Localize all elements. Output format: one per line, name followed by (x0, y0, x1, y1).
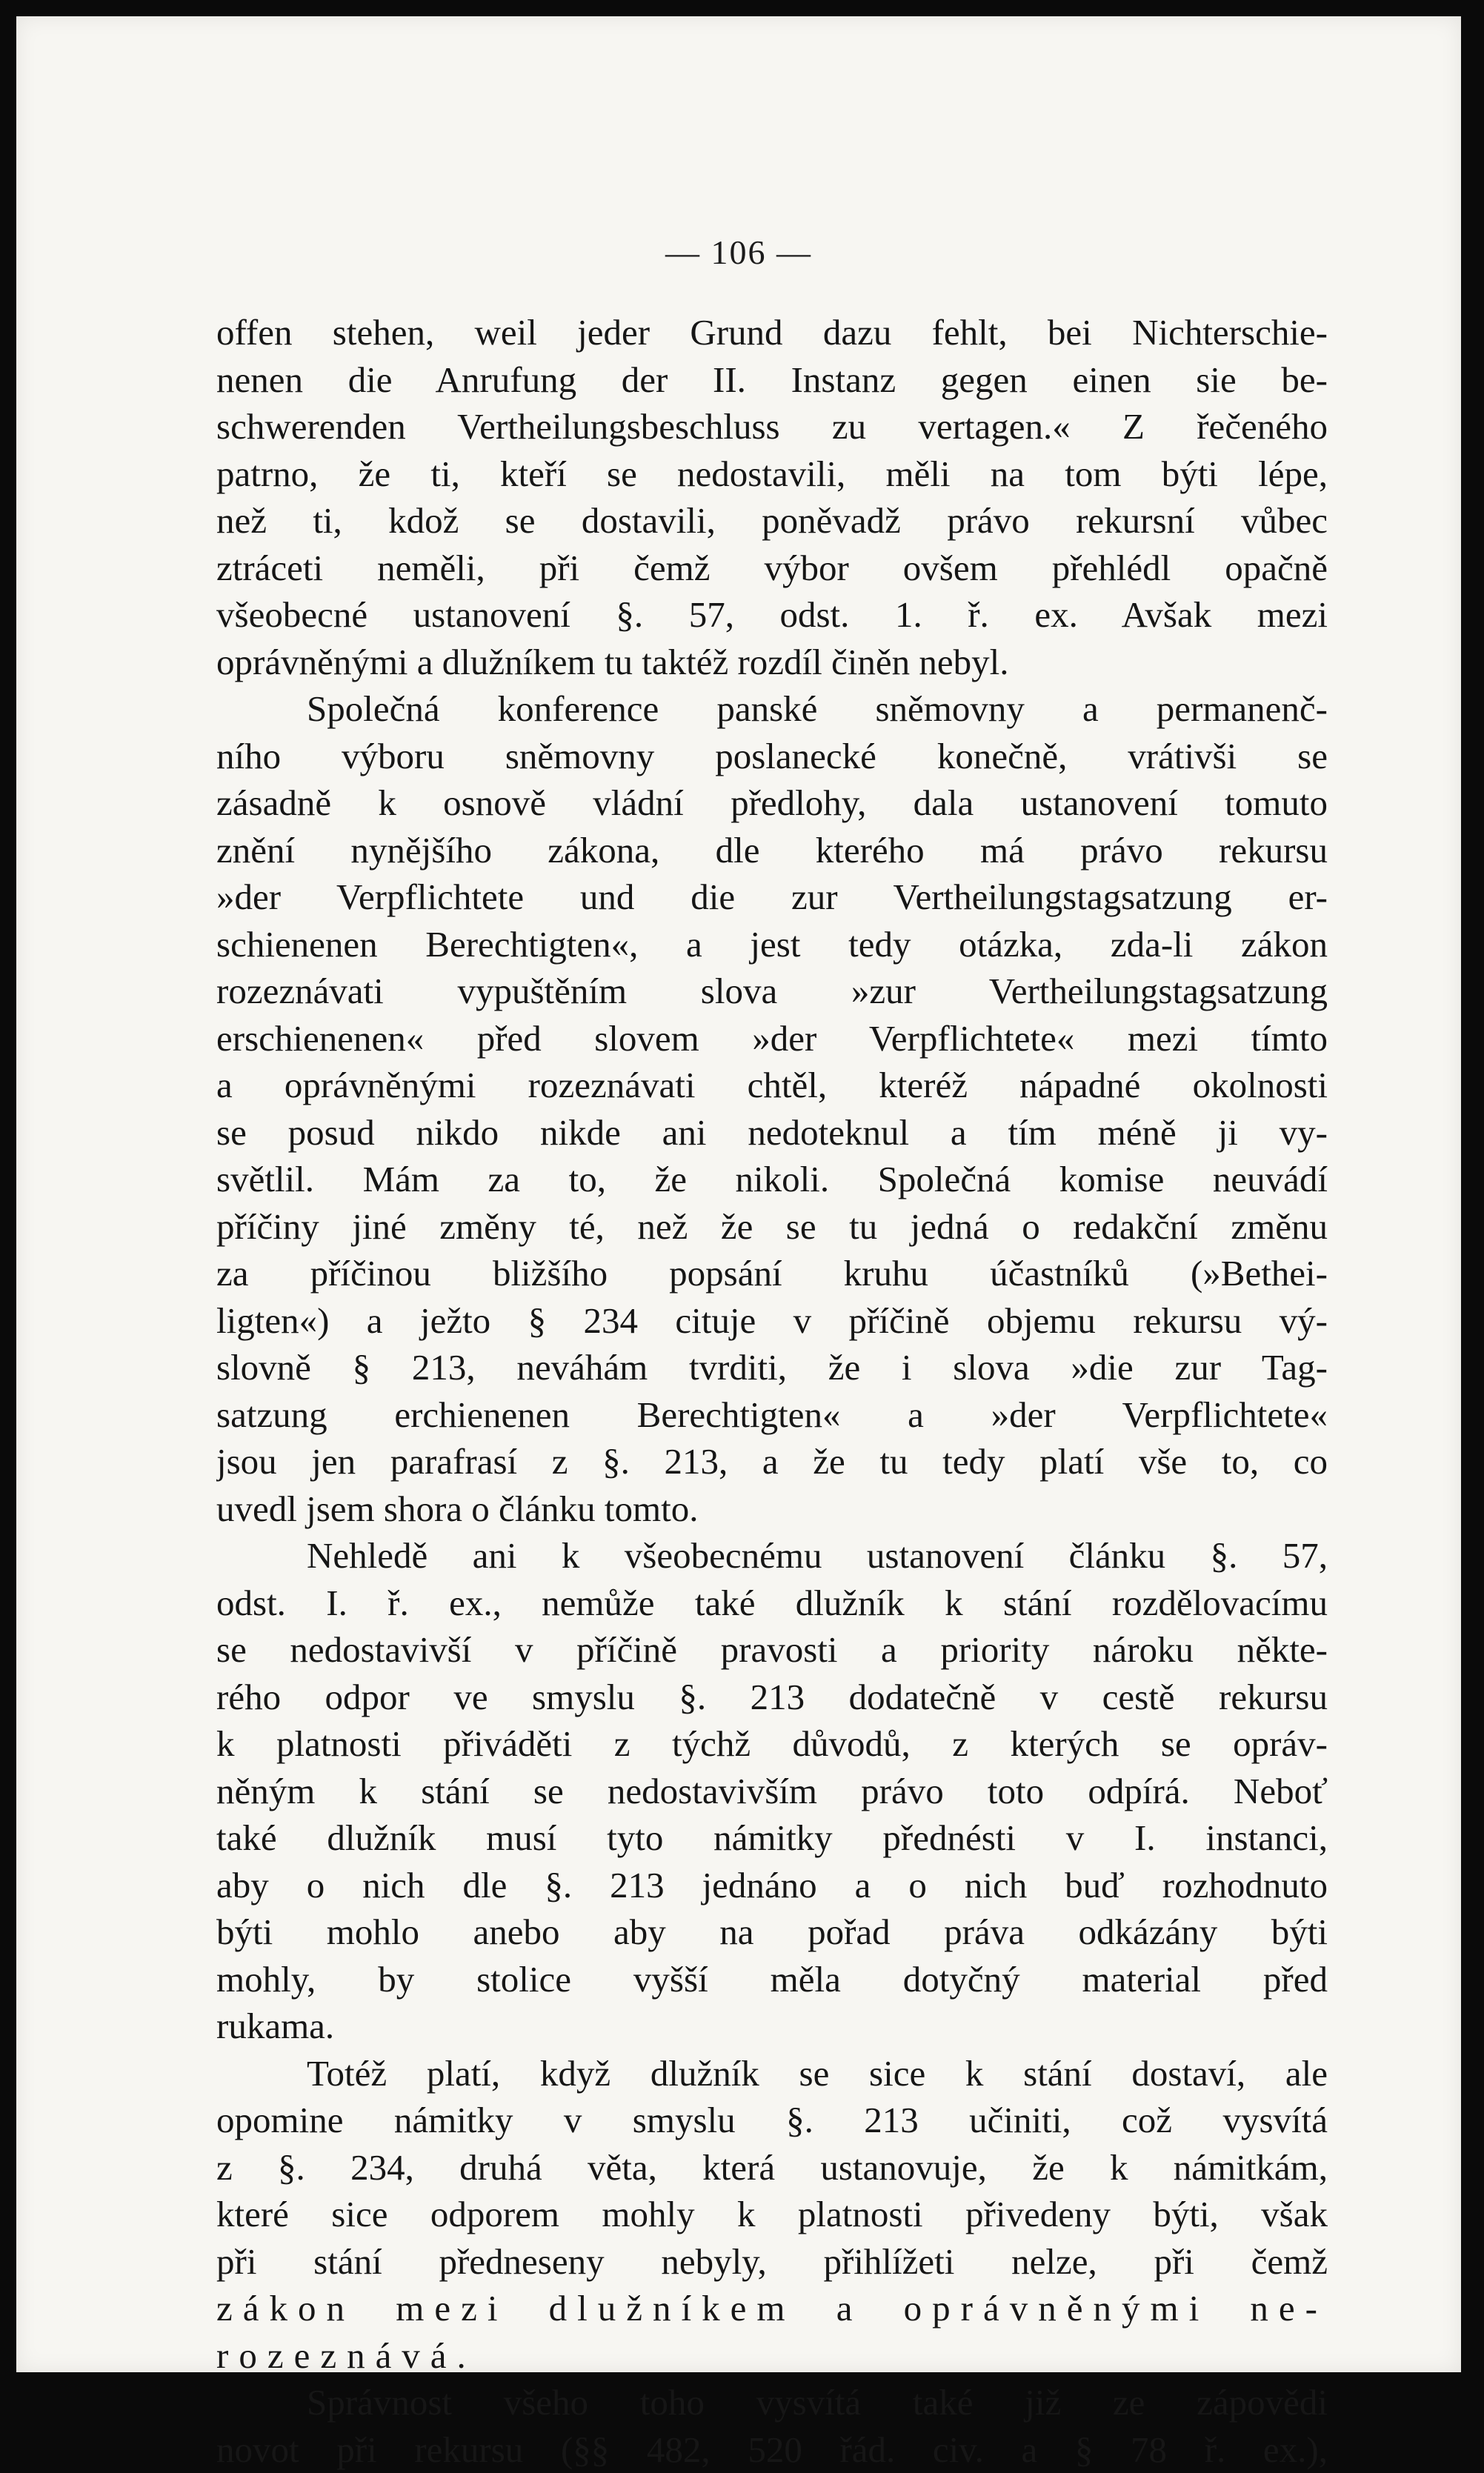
text-line: slovně § 213, neváhám tvrditi, že i slova »die zur Tag- (216, 1344, 1328, 1391)
paragraph (216, 1532, 1328, 2050)
text-line: se posud nikdo nikde ani nedoteknul a tím méně ji vy- (216, 1109, 1328, 1156)
text-line: něným k stání se nedostavivším právo toto odpírá. Neboť (216, 1768, 1328, 1815)
text-line: také dlužník musí tyto námitky přednésti v I. instanci, (216, 1814, 1328, 1862)
text-line: se nedostavivší v příčině pravosti a priority nároku někte- (216, 1626, 1328, 1674)
text-line: Správnost všeho toho vysvítá také již ze zápovědi (216, 2379, 1328, 2426)
text-line: Společná konference panské sněmovny a permanenč- (216, 685, 1328, 733)
text-line: mohly, by stolice vyšší měla dotyčný material před (216, 1956, 1328, 2003)
text-line: k platnosti přiváděti z týchž důvodů, z kterých se opráv- (216, 1720, 1328, 1768)
text-line: oprávněnými a dlužníkem tu taktéž rozdíl činěn nebyl. (216, 639, 1328, 686)
text-line: Nehledě ani k všeobecnému ustanovení článku §. 57, (216, 1532, 1328, 1580)
text-line: patrno, že ti, kteří se nedostavili, měli na tom býti lépe, (216, 450, 1328, 498)
text-line: příčiny jiné změny té, než že se tu jedná o redakční změnu (216, 1203, 1328, 1251)
text-line: za příčinou bližšího popsání kruhu účastníků (»Bethei- (216, 1250, 1328, 1297)
text-line: odst. I. ř. ex., nemůže také dlužník k stání rozdělovacímu (216, 1580, 1328, 1627)
text-line: schwerenden Vertheilungsbeschluss zu vertagen.« Z řečeného (216, 403, 1328, 450)
text-line: novot při rekursu (§§ 482, 520 řád. civ. a § 78 ř. ex.), (216, 2426, 1328, 2473)
text-line: schienenen Berechtigten«, a jest tedy otázka, zda-li zákon (216, 921, 1328, 968)
text-line-spaced: rozeznává. (216, 2332, 1328, 2380)
text-line: rozeznávati vypuštěním slova »zur Vertheilungstagsatzung (216, 968, 1328, 1015)
text-line: rukama. (216, 2003, 1328, 2050)
text-line: opomine námitky v smyslu §. 213 učiniti, což vysvítá (216, 2097, 1328, 2144)
text-line: uvedl jsem shora o článku tomto. (216, 1485, 1328, 1533)
text-line: jsou jen parafrasí z §. 213, a že tu tedy platí vše to, co (216, 1438, 1328, 1485)
body-text (216, 309, 1328, 2473)
text-line: ztráceti neměli, při čemž výbor ovšem přehlédl opačně (216, 545, 1328, 592)
text-line: ligten«) a ježto § 234 cituje v příčině objemu rekursu vý- (216, 1297, 1328, 1345)
text-line: znění nynějšího zákona, dle kterého má právo rekursu (216, 827, 1328, 874)
text-line: všeobecné ustanovení §. 57, odst. 1. ř. ex. Avšak mezi (216, 591, 1328, 639)
paragraph (216, 2050, 1328, 2380)
text-line: a oprávněnými rozeznávati chtěl, kteréž nápadné okolnosti (216, 1062, 1328, 1109)
text-line: světlil. Mám za to, že nikoli. Společná komise neuvádí (216, 1156, 1328, 1203)
paragraph (216, 309, 1328, 685)
paragraph (216, 2379, 1328, 2473)
text-line: než ti, kdož se dostavili, poněvadž právo rekursní vůbec (216, 497, 1328, 545)
text-line: offen stehen, weil jeder Grund dazu fehlt, bei Nichterschie- (216, 309, 1328, 356)
text-line: které sice odporem mohly k platnosti přivedeny býti, však (216, 2191, 1328, 2238)
text-line: při stání předneseny nebyly, přihlížeti nelze, při čemž (216, 2238, 1328, 2286)
text-line-spaced: zákon mezi dlužníkem a oprávněnými ne- (216, 2285, 1328, 2332)
text-line: erschienenen« před slovem »der Verpflichtete« mezi tímto (216, 1015, 1328, 1062)
text-line: ního výboru sněmovny poslanecké konečně, vrátivši se (216, 733, 1328, 780)
text-line: Totéž platí, když dlužník se sice k stání dostaví, ale (216, 2050, 1328, 2097)
text-line: zásadně k osnově vládní předlohy, dala ustanovení tomuto (216, 779, 1328, 827)
page-number: — 106 — (16, 233, 1461, 272)
text-line: rého odpor ve smyslu §. 213 dodatečně v cestě rekursu (216, 1674, 1328, 1721)
text-line: býti mohlo anebo aby na pořad práva odkázány býti (216, 1908, 1328, 1956)
text-line: »der Verpflichtete und die zur Vertheilungstagsatzung er- (216, 873, 1328, 921)
text-line: aby o nich dle §. 213 jednáno a o nich buď rozhodnuto (216, 1862, 1328, 1909)
text-line: nenen die Anrufung der II. Instanz gegen einen sie be- (216, 356, 1328, 404)
paragraph (216, 685, 1328, 1532)
scanned-page (16, 16, 1461, 2372)
text-line: z §. 234, druhá věta, která ustanovuje, že k námitkám, (216, 2144, 1328, 2191)
text-line: satzung erchienenen Berechtigten« a »der Verpflichtete« (216, 1391, 1328, 1439)
